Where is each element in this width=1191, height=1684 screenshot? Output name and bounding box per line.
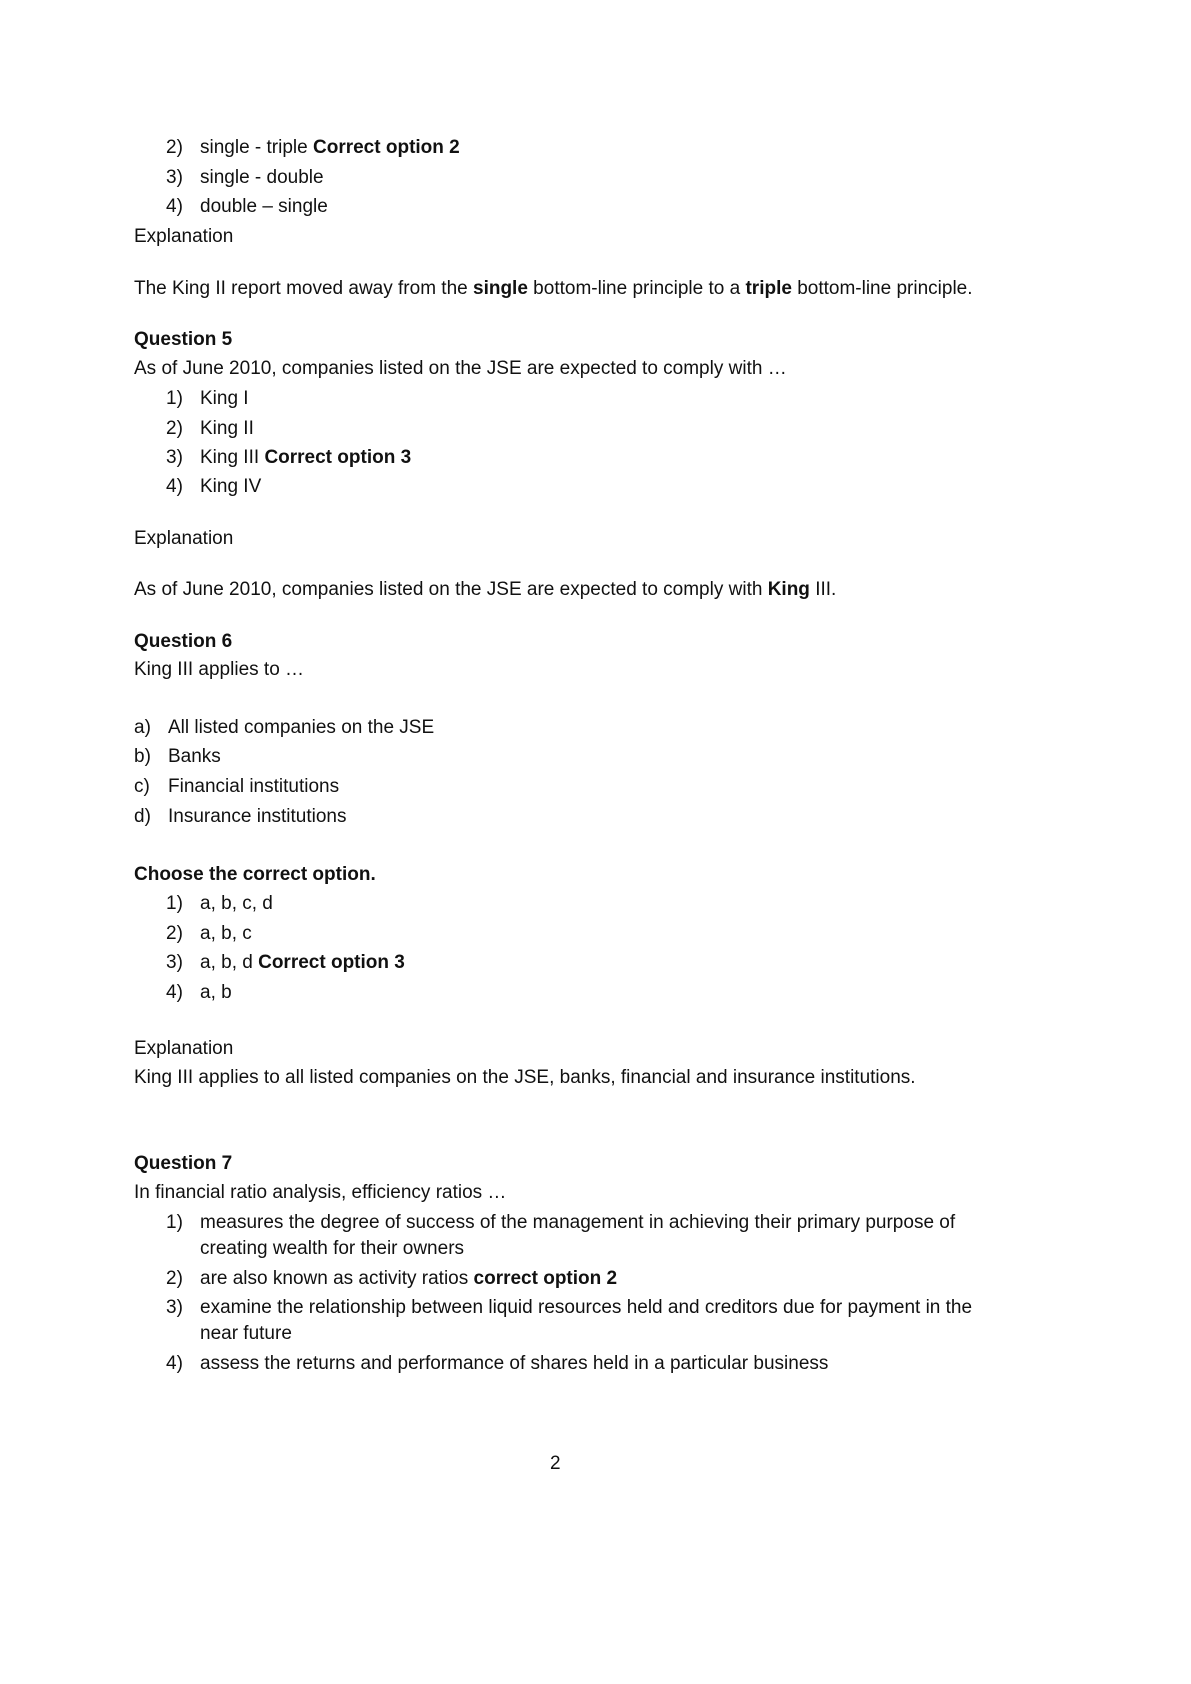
- correct-option-mark: Correct option 3: [264, 447, 412, 468]
- question-5-stem: As of June 2010, companies listed on the JSE are expected to comply with …: [134, 358, 787, 379]
- option-text: King II: [200, 418, 254, 439]
- explanation-label: Explanation: [134, 528, 234, 549]
- option-text: assess the returns and performance of shares held in a particular business: [200, 1353, 829, 1374]
- page-number: 2: [550, 1453, 561, 1474]
- option-text: King I: [200, 388, 249, 409]
- option-text: single - double: [200, 167, 324, 188]
- option-text: a, b, d: [200, 952, 253, 973]
- option-text-line-1: examine the relationship between liquid resources held and creditors due for payment in the: [200, 1297, 973, 1318]
- question-7-title: Question 7: [134, 1153, 233, 1174]
- question-6-stem: King III applies to …: [134, 659, 305, 680]
- question-7-stem: In financial ratio analysis, efficiency ratios …: [134, 1182, 507, 1203]
- option-text: are also known as activity ratios: [200, 1268, 474, 1289]
- option-text: King III: [200, 447, 260, 468]
- option-number: 2): [166, 418, 183, 439]
- item-letter: d): [134, 806, 151, 827]
- q6-explanation: King III applies to all listed companies on the JSE, banks, financial and insurance institutions.: [134, 1067, 916, 1088]
- option-number: 3): [166, 167, 183, 188]
- q4-explanation: The King II report moved away from the single bottom-line principle to a triple bottom-line principle.: [134, 278, 973, 299]
- option-text-line-2: creating wealth for their owners: [200, 1238, 465, 1259]
- option-number: 3): [166, 1297, 183, 1318]
- option-number: 4): [166, 982, 183, 1003]
- item-letter: c): [134, 776, 150, 797]
- option-text: a, b, c: [200, 923, 252, 944]
- option-number: 3): [166, 447, 183, 468]
- option-number: 4): [166, 196, 183, 217]
- option-text: double – single: [200, 196, 328, 217]
- item-letter: b): [134, 746, 151, 767]
- option-text: single - triple: [200, 137, 308, 158]
- option-text: King IV: [200, 476, 262, 497]
- item-text: Insurance institutions: [168, 806, 347, 827]
- option-text-line-1: measures the degree of success of the management in achieving their primary purpose of: [200, 1212, 956, 1233]
- option-number: 4): [166, 1353, 183, 1374]
- item-text: Banks: [168, 746, 221, 767]
- item-letter: a): [134, 717, 151, 738]
- choose-correct-option: Choose the correct option.: [134, 864, 376, 885]
- option-number: 2): [166, 1268, 183, 1289]
- option-number: 3): [166, 952, 183, 973]
- option-text: a, b: [200, 982, 232, 1003]
- option-number: 4): [166, 476, 183, 497]
- explanation-label: Explanation: [134, 1038, 234, 1059]
- option-number: 1): [166, 893, 183, 914]
- option-number: 2): [166, 923, 183, 944]
- option-number: 1): [166, 388, 183, 409]
- q5-explanation: As of June 2010, companies listed on the JSE are expected to comply with King III.: [134, 579, 837, 600]
- option-text: a, b, c, d: [200, 893, 273, 914]
- question-5-title: Question 5: [134, 329, 233, 350]
- item-text: All listed companies on the JSE: [168, 717, 435, 738]
- item-text: Financial institutions: [168, 776, 340, 797]
- correct-option-mark: Correct option 2: [313, 137, 460, 158]
- option-number: 2): [166, 137, 183, 158]
- correct-option-mark: correct option 2: [473, 1268, 618, 1289]
- option-text-line-2: near future: [200, 1323, 292, 1344]
- question-6-title: Question 6: [134, 631, 233, 652]
- correct-option-mark: Correct option 3: [258, 952, 405, 973]
- explanation-label: Explanation: [134, 226, 234, 247]
- option-number: 1): [166, 1212, 183, 1233]
